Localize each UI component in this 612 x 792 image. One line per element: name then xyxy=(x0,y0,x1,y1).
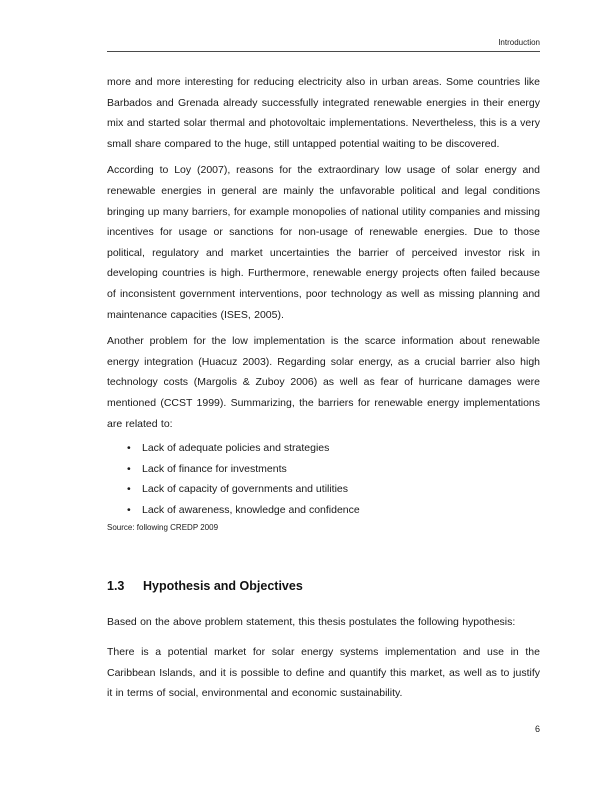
running-header-title: Introduction xyxy=(498,38,540,47)
running-header xyxy=(107,38,540,52)
page-content xyxy=(107,0,540,704)
paragraph-loy-barriers: According to Loy (2007), reasons for the extraordinary low usage of solar energy and renewable energies in general are mainly the unfavorable political and legal conditions bringing up many barriers, for example monopolies of national utility companies and missing incentives for usage or sanctions for non-usage of renewable energies. Due to those political, regulatory and market uncertainties the barrier of perceived investor risk in developing countries is high. Furthermore, renewable energy projects often failed because of inconsistent government interventions, poor technology as well as missing planning and maintenance capacities (ISES, 2005). xyxy=(107,164,540,321)
list-item xyxy=(127,438,540,459)
list-item-text: Lack of awareness, knowledge and confidence xyxy=(142,503,360,516)
barriers-bullet-list xyxy=(107,438,540,520)
bullet-icon: • xyxy=(127,442,131,455)
list-item xyxy=(127,500,540,521)
bullet-icon: • xyxy=(127,503,131,516)
source-note: Source: following CREDP 2009 xyxy=(107,523,219,533)
bullet-icon: • xyxy=(127,483,131,496)
section-number: 1.3 xyxy=(107,579,125,594)
page-number xyxy=(107,724,540,735)
paragraph-hypothesis-statement: There is a potential market for solar energy systems implementation and use in the Caribbean Islands, and it is possible to define and quantify this market, as well as to justify it in terms of social, environmental and economic sustainability. xyxy=(107,646,540,700)
list-item xyxy=(127,479,540,500)
list-item-text: Lack of finance for investments xyxy=(142,462,287,475)
list-item xyxy=(127,459,540,480)
list-item-text: Lack of adequate policies and strategies xyxy=(142,442,330,455)
page-number-value: 6 xyxy=(534,724,540,734)
section-heading xyxy=(107,578,540,594)
paragraph-scarce-information: Another problem for the low implementation is the scarce information about renewable energy integration (Huacuz 2003). Regarding solar energy, as a crucial barrier also high technology costs (Margolis & Zuboy 2006) as well as fear of hurricane damages were mentioned (CCST 1999). Summarizing, the barriers for renewable energy implementations are related to: xyxy=(107,335,540,430)
bullet-icon: • xyxy=(127,462,131,475)
section-title: Hypothesis and Objectives xyxy=(143,579,303,594)
list-item-text: Lack of capacity of governments and utilities xyxy=(142,483,349,496)
paragraph-hypothesis-intro: Based on the above problem statement, this thesis postulates the following hypothesis: xyxy=(107,616,516,629)
paragraph-urban-areas: more and more interesting for reducing electricity also in urban areas. Some countries like Barbados and Grenada already successfully integrated renewable energies in their energy mix and started solar thermal and photovoltaic implementations. Nevertheless, this is a very small share compared to the huge, still untapped potential waiting to be discovered. xyxy=(107,76,540,150)
